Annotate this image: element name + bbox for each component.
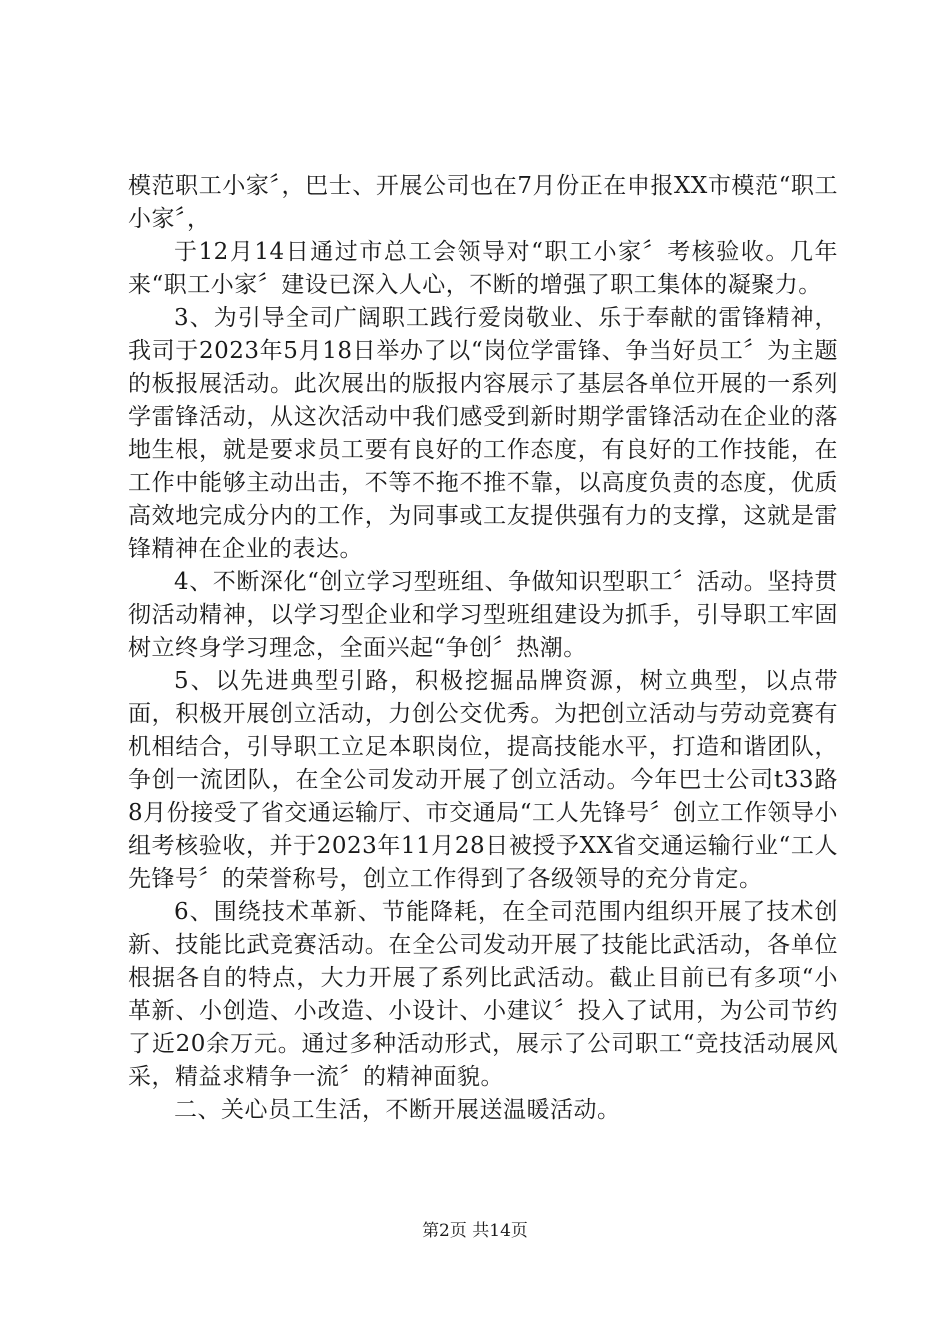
- paragraph-item-6: 6、围绕技术革新、节能降耗，在全司范围内组织开展了技术创新、技能比武竞赛活动。在全公司发动开展了技能比武活动，各单位根据各自的特点，大力开展了系列比武活动。截止目前已有多项“小革新、小创造、小改造、小设计、小建议〞投入了试用，为公司节约了近20余万元。通过多种活动形式，展示了公司职工“竞技活动展风采，精益求精争一流〞的精神面貌。: [128, 899, 838, 1090]
- paragraph-item-5: 5、以先进典型引路，积极挖掘品牌资源，树立典型，以点带面，积极开展创立活动，力创公交优秀。为把创立活动与劳动竞赛有机相结合，引导职工立足本职岗位，提高技能水平，打造和谐团队，争创一流团队，在全公司发动开展了创立活动。今年巴士公司t33路8月份接受了省交通运输厅、市交通局“工人先锋号〞创立工作领导小组考核验收，并于2023年11月28日被授予XX省交通运输行业“工人先锋号〞的荣誉称号，创立工作得到了各级领导的充分肯定。: [128, 668, 838, 892]
- paragraph-inspection: 于12月14日通过市总工会领导对“职工小家〞考核验收。几年来“职工小家〞建设已深入人心，不断的增强了职工集体的凝聚力。: [128, 239, 838, 298]
- paragraph-continuation: 模范职工小家〞，巴士、开展公司也在7月份正在申报XX市模范“职工小家〞，: [128, 173, 838, 232]
- section-heading-2: 二、关心员工生活，不断开展送温暖活动。: [174, 1097, 621, 1123]
- paragraph-item-3: 3、为引导全司广阔职工践行爱岗敬业、乐于奉献的雷锋精神，我司于2023年5月18日举办了以“岗位学雷锋、争当好员工〞为主题的板报展活动。此次展出的版报内容展示了基层各单位开展的一系列学雷锋活动，从这次活动中我们感受到新时期学雷锋活动在企业的落地生根，就是要求员工要有良好的工作态度，有良好的工作技能，在工作中能够主动出击，不等不拖不推不靠，以高度负责的态度，优质高效地完成分内的工作，为同事或工友提供强有力的支撑，这就是雷锋精神在企业的表达。: [128, 305, 838, 562]
- page-number-footer: 第2页 共14页: [422, 1221, 528, 1241]
- paragraph-item-4: 4、不断深化“创立学习型班组、争做知识型职工〞活动。坚持贯彻活动精神，以学习型企业和学习型班组建设为抓手，引导职工牢固树立终身学习理念，全面兴起“争创〞热潮。: [128, 569, 838, 661]
- document-body: [128, 170, 838, 1127]
